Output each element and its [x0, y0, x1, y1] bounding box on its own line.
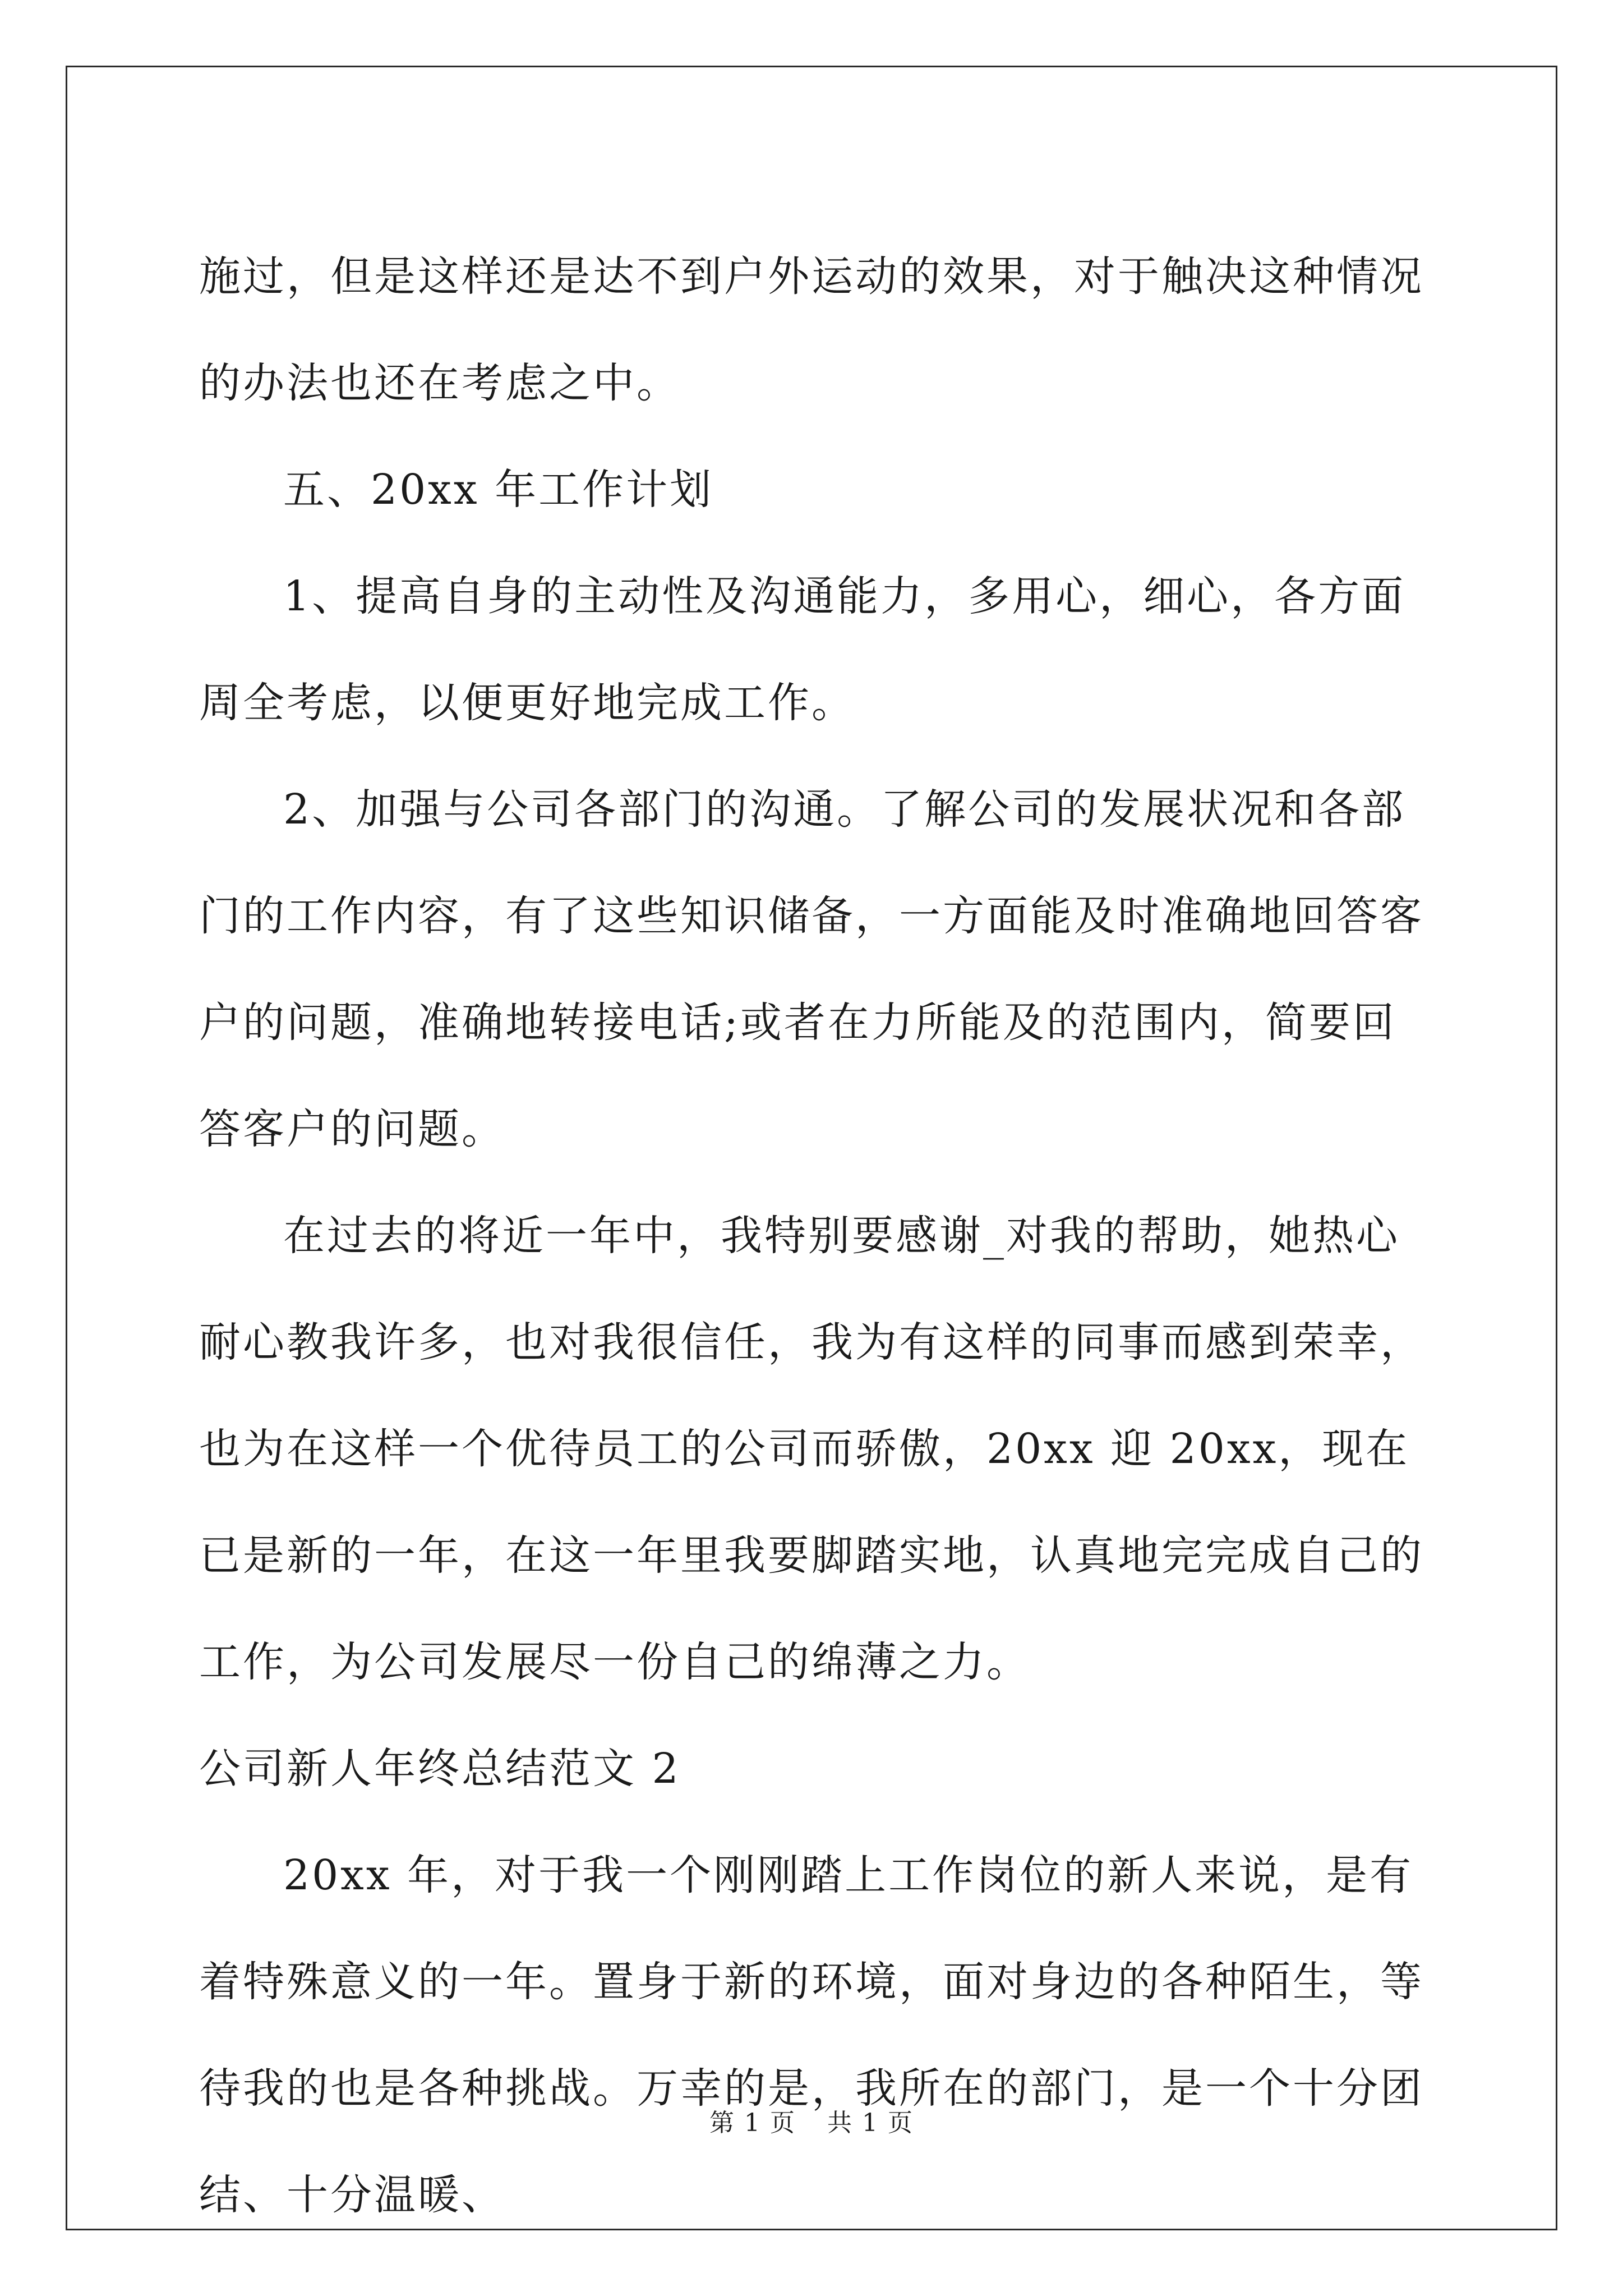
section-heading-work-plan: 五、20xx 年工作计划 [283, 466, 714, 514]
plan-item-1: 1、提高自身的主动性及沟通能力，多用心，细心，各方面周全考虑，以便更好地完成工作。 [199, 572, 1406, 727]
article-title: 公司新人年终总结范文 2 [199, 1745, 681, 1793]
page-footer [0, 2106, 1623, 2140]
page-number: 第 1 页 [709, 2109, 796, 2137]
document-body [199, 223, 1431, 2248]
paragraph-continuation: 施过，但是这样还是达不到户外运动的效果，对于触决这种情况的办法也还在考虑之中。 [199, 252, 1424, 407]
article-intro-paragraph: 20xx 年，对于我一个刚刚踏上工作岗位的新人来说，是有着特殊意义的一年。置身于新的环境，面对身边的各种陌生，等待我的也是各种挑战。万幸的是，我所在的部门，是一个十分团结、十分温暖、 [199, 1851, 1424, 2219]
page-total: 共 1 页 [827, 2109, 914, 2137]
plan-item-2: 2、加强与公司各部门的沟通。了解公司的发展状况和各部门的工作内容，有了这些知识储备，一方面能及时准确地回答客户的问题，准确地转接电话;或者在力所能及的范围内，简要回答客户的问题。 [199, 785, 1424, 1153]
closing-paragraph: 在过去的将近一年中，我特别要感谢_对我的帮助，她热心耐心教我许多，也对我很信任，我为有这样的同事而感到荣幸，也为在这样一个优待员工的公司而骄傲，20xx 迎 20xx，现在已是新的一年，在这一年里我要脚踏实地，认真地完完成自己的工作，为公司发展尽一份自己的绵薄之力。 [199, 1212, 1424, 1686]
